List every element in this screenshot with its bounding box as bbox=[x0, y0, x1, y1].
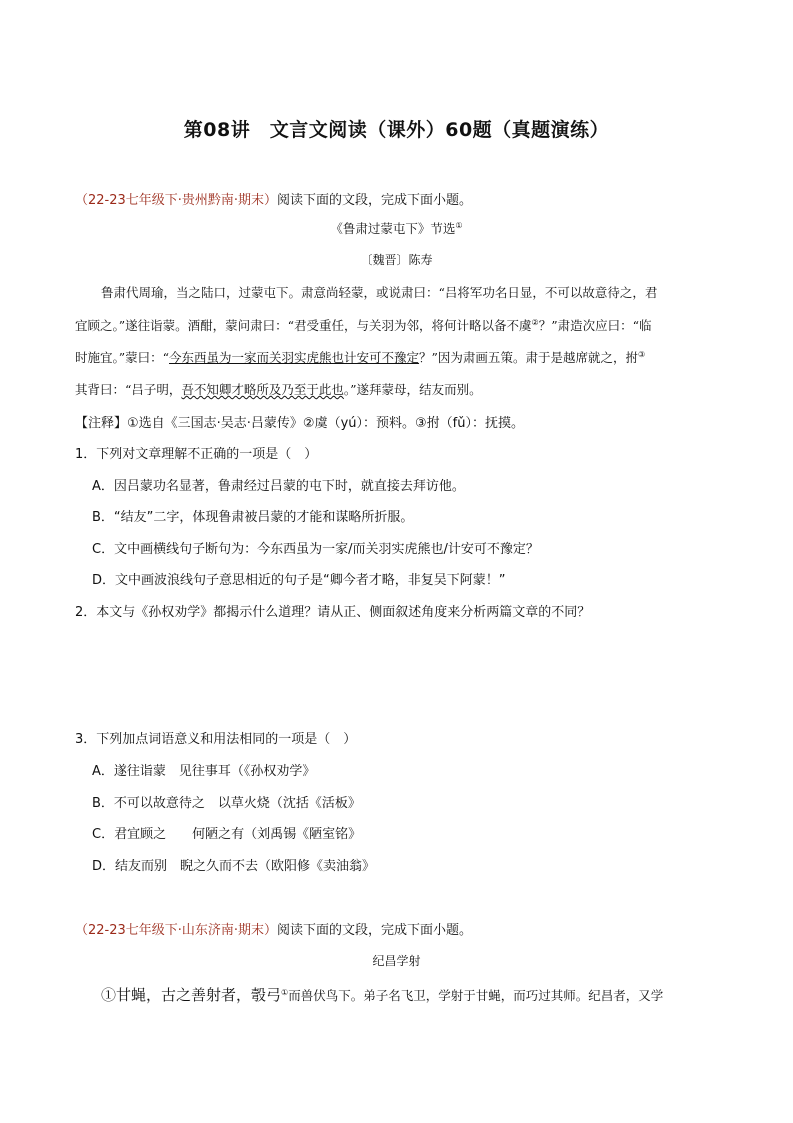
q1-option-b: B．“结友”二字，体现鲁肃被吕蒙的才能和谋略所折服。 bbox=[92, 510, 414, 525]
source-tag: （22-23七年级下·贵州黔南·期末） bbox=[75, 193, 278, 208]
q3-option-d: D．结友而别 睨之久而不去（欧阳修《卖油翁》 bbox=[92, 859, 376, 874]
footnote-marker: ① bbox=[281, 987, 289, 997]
q3-option-c: C．君宜顾之 何陋之有（刘禹锡《陋室铭》 bbox=[92, 827, 362, 842]
section1-header bbox=[75, 189, 472, 208]
instruction-text: 阅读下面的文段，完成下面小题。 bbox=[277, 193, 473, 208]
source-tag: （22-23七年级下·山东济南·期末） bbox=[75, 923, 278, 938]
passage-author: 〔魏晋〕陈寿 bbox=[360, 253, 433, 267]
footnote-marker: ② bbox=[531, 317, 539, 327]
passage-line-3: 时施宜。”蒙曰：“今东西虽为一家而关羽实虎熊也计安可不豫定？”因为肃画五策。肃于是越席就之，拊③ bbox=[75, 349, 646, 365]
passage-title: 《鲁肃过蒙屯下》节选① bbox=[330, 220, 463, 236]
footnote-marker: ① bbox=[455, 220, 463, 230]
passage-line-4: 其背曰：“吕子明，吾不知卿才略所及乃至于此也。”遂拜蒙母，结友而别。 bbox=[75, 382, 482, 397]
passage-line-1: 鲁肃代周瑜，当之陆口，过蒙屯下。肃意尚轻蒙，或说肃曰：“吕将军功名日显，不可以故意待之，君 bbox=[101, 285, 658, 300]
passage-line-1: ①甘蝇，古之善射者，彀弓①而兽伏鸟下。弟子名飞卫，学射于甘蝇，而巧过其师。纪昌者，又学 bbox=[101, 986, 664, 1004]
question-3: 3．下列加点词语意义和用法相同的一项是（ ） bbox=[75, 732, 357, 747]
passage-title: 纪昌学射 bbox=[372, 954, 421, 968]
passage-line-2: 宜顾之。”遂往诣蒙。酒酣，蒙问肃曰：“君受重任，与关羽为邻，将何计略以备不虞②？”肃造次应曰：“临 bbox=[75, 317, 652, 333]
q3-option-a: A．遂往诣蒙 见往事耳（《孙权劝学》 bbox=[92, 764, 316, 779]
underlined-sentence: 今东西虽为一家而关羽实虎熊也计安可不豫定 bbox=[169, 350, 420, 365]
annotation-note: 【注释】①选自《三国志·吴志·吕蒙传》②虞（yú）：预料。③拊（fǔ）：抚摸。 bbox=[75, 416, 524, 431]
q1-option-a: A．因吕蒙功名显著，鲁肃经过吕蒙的屯下时，就直接去拜访他。 bbox=[92, 479, 465, 494]
question-1: 1．下列对文章理解不正确的一项是（ ） bbox=[75, 447, 318, 462]
q1-option-d: D．文中画波浪线句子意思相近的句子是“卿今者才略，非复吴下阿蒙！” bbox=[92, 573, 506, 588]
instruction-text: 阅读下面的文段，完成下面小题。 bbox=[277, 923, 473, 938]
wavy-underlined-sentence: 吾不知卿才略所及乃至于此也 bbox=[181, 382, 344, 397]
q1-option-c: C．文中画横线句子断句为：今东西虽为一家/而关羽实虎熊也/计安可不豫定？ bbox=[92, 542, 539, 557]
q3-option-b: B．不可以故意待之 以草火烧（沈括《活板》 bbox=[92, 796, 361, 811]
page-title: 第08讲 文言文阅读（课外）60题（真题演练） bbox=[183, 119, 610, 141]
footnote-marker: ③ bbox=[637, 349, 646, 359]
section2-header bbox=[75, 919, 472, 938]
question-2: 2．本文与《孙权劝学》都揭示什么道理？请从正、侧面叙述角度来分析两篇文章的不同？ bbox=[75, 605, 591, 620]
